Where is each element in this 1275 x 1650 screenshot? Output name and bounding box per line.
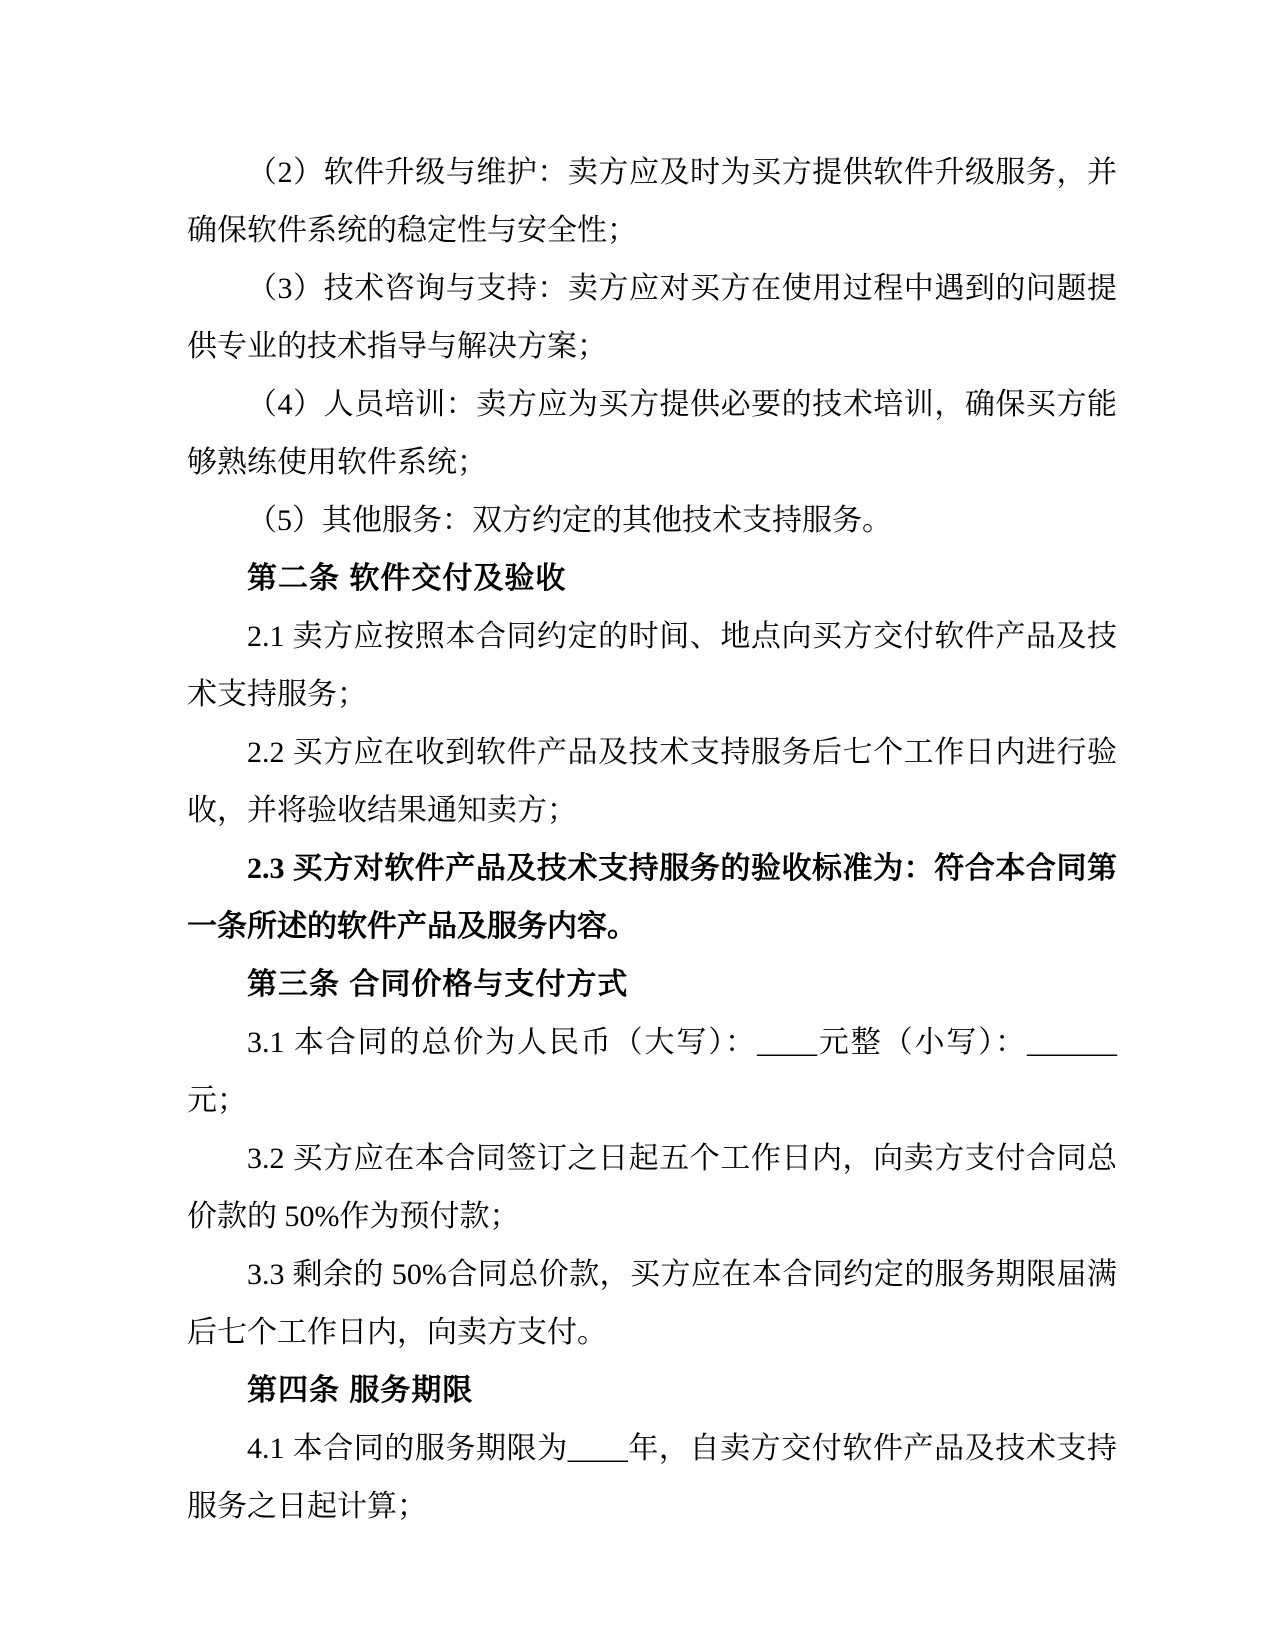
paragraph-item-2: （2）软件升级与维护：卖方应及时为买方提供软件升级服务，并确保软件系统的稳定性与安全性； [187, 156, 1117, 247]
paragraph-4-1: 4.1 本合同的服务期限为____年，自卖方交付软件产品及技术支持服务之日起计算； [187, 1432, 1117, 1523]
paragraph-3-3: 3.3 剩余的 50%合同总价款，买方应在本合同约定的服务期限届满后七个工作日内，向卖方支付。 [187, 1258, 1117, 1349]
paragraph-2-1: 2.1 卖方应按照本合同约定的时间、地点向买方交付软件产品及技术支持服务； [187, 620, 1117, 711]
contract-body [187, 144, 1117, 1536]
paragraph-2-2: 2.2 买方应在收到软件产品及技术支持服务后七个工作日内进行验收，并将验收结果通知卖方； [187, 736, 1117, 827]
paragraph-item-5: （5）其他服务：双方约定的其他技术支持服务。 [247, 504, 892, 537]
paragraph-item-3: （3）技术咨询与支持：卖方应对买方在使用过程中遇到的问题提供专业的技术指导与解决方案； [187, 272, 1117, 363]
section-heading-article-2: 第二条 软件交付及验收 [247, 562, 567, 595]
paragraph-item-4: （4）人员培训：卖方应为买方提供必要的技术培训，确保买方能够熟练使用软件系统； [187, 388, 1117, 479]
section-heading-article-3: 第三条 合同价格与支付方式 [247, 968, 629, 1001]
paragraph-3-1: 3.1 本合同的总价为人民币（大写）：____元整（小写）：______元； [187, 1026, 1117, 1117]
paragraph-3-2: 3.2 买方应在本合同签订之日起五个工作日内，向卖方支付合同总价款的 50%作为预付款； [187, 1142, 1117, 1233]
section-heading-article-4: 第四条 服务期限 [247, 1374, 474, 1407]
paragraph-2-3: 2.3 买方对软件产品及技术支持服务的验收标准为：符合本合同第一条所述的软件产品及服务内容。 [187, 852, 1117, 943]
